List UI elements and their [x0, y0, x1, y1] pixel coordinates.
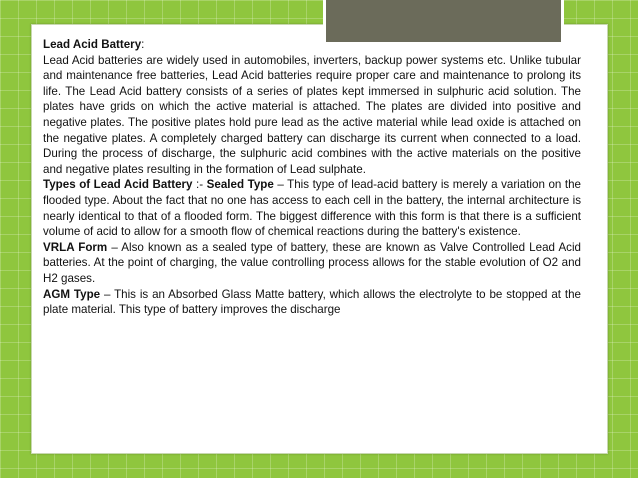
paragraph-types	[43, 177, 581, 239]
heading-types: Types of Lead Acid Battery	[43, 178, 193, 192]
subheading-sealed-type: Sealed Type	[206, 178, 274, 192]
paragraph-vrla	[43, 240, 581, 287]
heading-lead-acid-battery: Lead Acid Battery	[43, 38, 142, 51]
heading-separator: :-	[192, 178, 207, 192]
document-body	[43, 37, 581, 318]
heading-vrla-form: VRLA Form	[43, 240, 108, 254]
paragraph-text: – This is an Absorbed Glass Matte battery, which allows the electrolyte to be stopped at the plate material. This type of battery improves the discharge	[43, 287, 581, 317]
paragraph-lead-acid-battery	[43, 37, 581, 177]
paragraph-text: – This type of lead-acid battery is merely a variation on the flooded type. About the fact that no one has access to each cell in the battery, the internal architecture is nearly identical to that of a flooded form. The biggest difference with this form is that there is a sufficient volume of acid to allow for a smooth flow of chemical reactions during the battery's existence.	[43, 178, 581, 239]
paragraph-agm	[43, 287, 581, 318]
paragraph-text: Lead Acid batteries are widely used in automobiles, inverters, backup power systems etc. Unlike tubular and maintenance free batteries, Lead Acid batteries require proper care and maintenance to prolong its life. The Lead Acid battery consists of a series of plates kept immersed in sulphuric acid solution. The plates have grids on which the active material is attached. The plates are divided into positive and negative plates. The positive plates hold pure lead as the active material while lead oxide is attached on the negative plates. A completely charged battery can discharge its current when connected to a load. During the process of discharge, the sulphuric acid combines with the active materials on the positive and negative plates resulting in the formation of Lead sulphate.	[43, 53, 581, 176]
heading-colon: :	[141, 38, 145, 51]
paragraph-text: – Also known as a sealed type of battery, these are known as Valve Controlled Lead Acid batteries. At the point of charging, the value controlling process allows for the stable evolution of O2 and H2 gases.	[43, 240, 581, 285]
heading-agm-type: AGM Type	[43, 287, 101, 301]
